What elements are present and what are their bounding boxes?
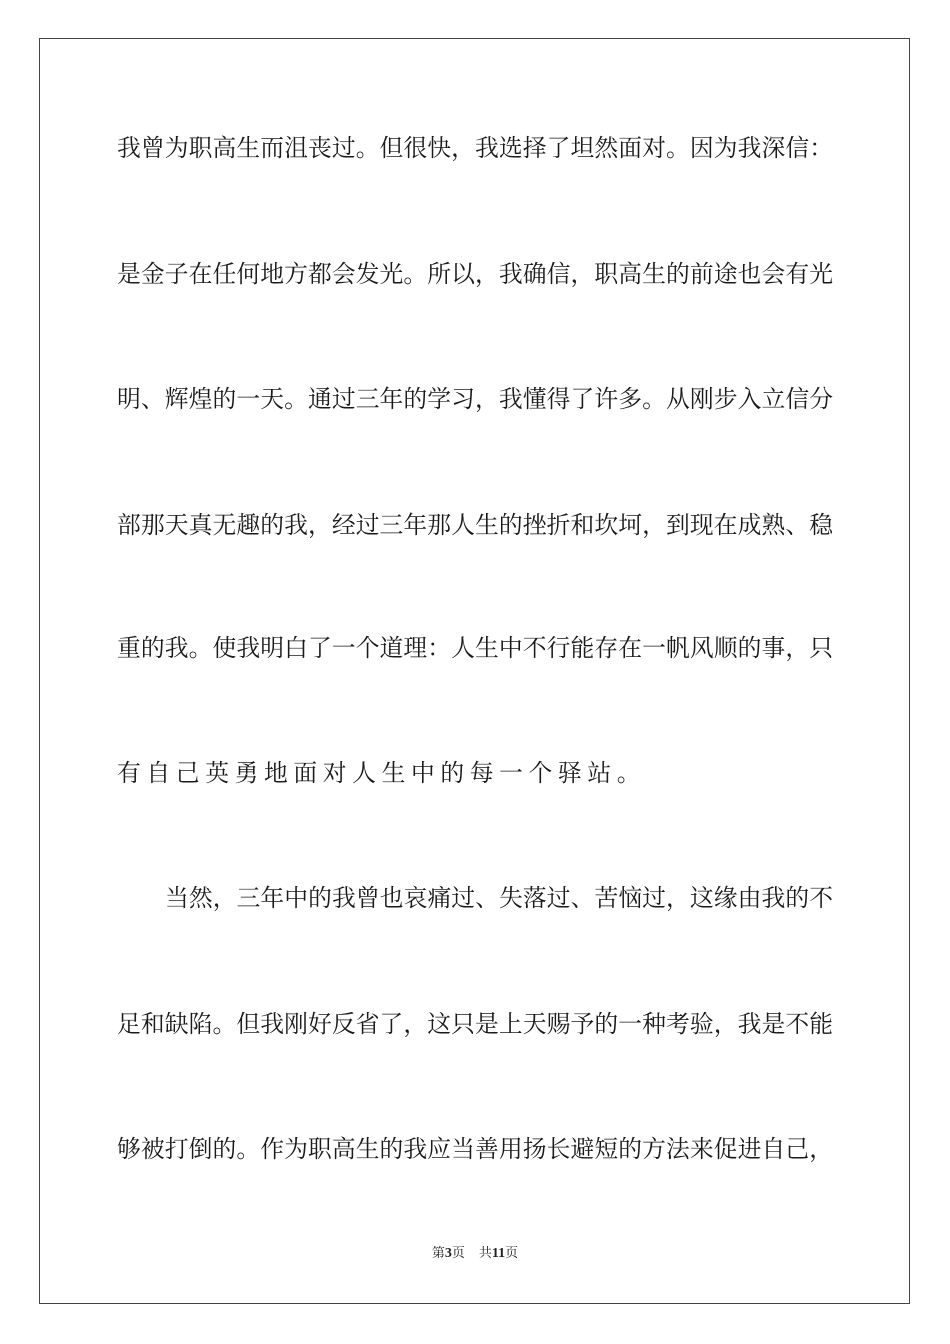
page-footer bbox=[0, 1245, 950, 1263]
page-number: 3 bbox=[444, 1246, 452, 1261]
paragraph-line-8: 足和缺陷。但我刚好反省了，这只是上天赐予的一种考验，我是不能 bbox=[117, 1010, 833, 1038]
paragraph-line-9: 够被打倒的。作为职高生的我应当善用扬长避短的方法来促进自己， bbox=[117, 1135, 833, 1163]
paragraph-line-7: 当然，三年中的我曾也哀痛过、失落过、苦恼过，这缘由我的不 bbox=[165, 884, 833, 912]
page-suffix: 页 bbox=[451, 1246, 465, 1261]
page-border bbox=[39, 38, 910, 1304]
total-pages: 11 bbox=[491, 1246, 506, 1261]
total-prefix: 共 bbox=[478, 1246, 492, 1261]
page-prefix: 第 bbox=[431, 1246, 445, 1261]
paragraph-line-3: 明、辉煌的一天。通过三年的学习，我懂得了许多。从刚步入立信分 bbox=[117, 385, 833, 413]
paragraph-line-4: 部那天真无趣的我，经过三年那人生的挫折和坎坷，到现在成熟、稳 bbox=[117, 511, 833, 539]
total-suffix: 页 bbox=[505, 1246, 519, 1261]
paragraph-line-2: 是金子在任何地方都会发光。所以，我确信，职高生的前途也会有光 bbox=[117, 260, 833, 288]
paragraph-line-5: 重的我。使我明白了一个道理：人生中不行能存在一帆风顺的事，只 bbox=[117, 634, 833, 662]
paragraph-line-6: 有自己英勇地面对人生中的每一个驿站。 bbox=[117, 759, 647, 787]
paragraph-line-1: 我曾为职高生而沮丧过。但很快，我选择了坦然面对。因为我深信： bbox=[117, 134, 833, 162]
